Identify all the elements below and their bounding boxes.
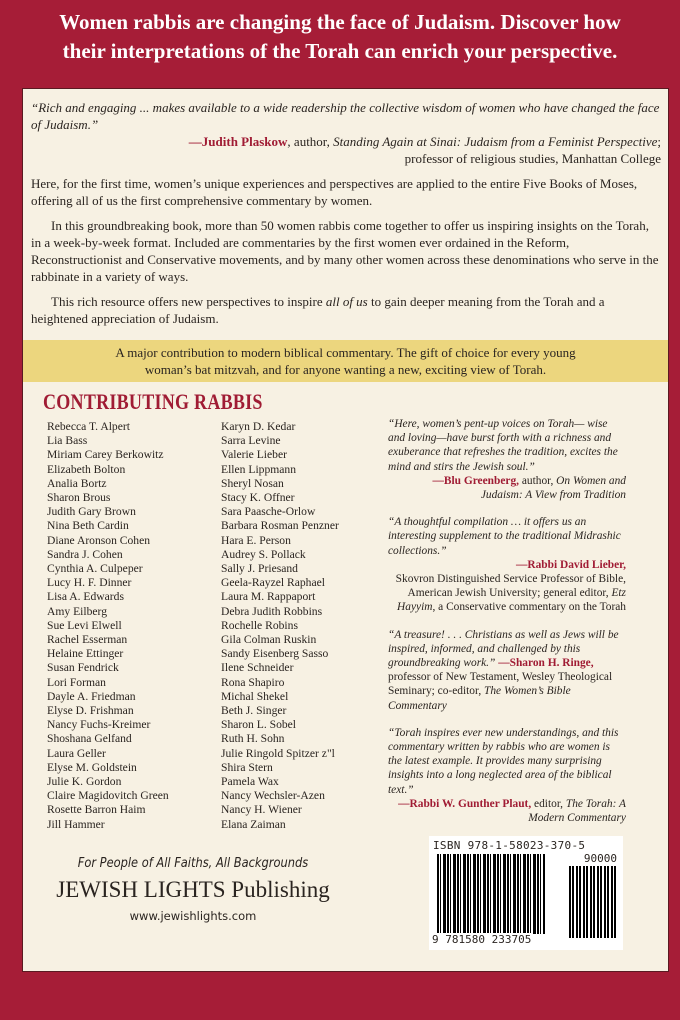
quote-text: “Here, women’s pent-up voices on Torah— wise and loving—have burst forth with a richness and exuberance that refreshes the tradition, excites the mind and stirs the Jewish soul.” bbox=[388, 418, 618, 473]
contributor-name: Nancy Fuchs-Kreimer bbox=[47, 718, 151, 732]
band-line: woman’s bat mitzvah, and for anyone wanting a new, exciting view of Torah. bbox=[144, 362, 547, 377]
endorsement-quote bbox=[388, 417, 626, 502]
quote-text: Etz Hayyim bbox=[397, 587, 626, 614]
price-barcode-bars bbox=[569, 866, 617, 938]
contributor-name: Laura M. Rappaport bbox=[221, 590, 316, 604]
endorsement-quote bbox=[388, 628, 626, 713]
contributor-name: Sarra Levine bbox=[221, 434, 281, 448]
attribution-work: Standing Again at Sinai: Judaism from a Feminist Perspective bbox=[333, 134, 658, 149]
emphasis: all of us bbox=[325, 294, 368, 309]
text: This rich resource offers new perspectives to inspire bbox=[51, 294, 326, 309]
contributor-name: Elizabeth Bolton bbox=[47, 462, 126, 476]
contributor-name: Julie Ringold Spitzer z"l bbox=[221, 746, 335, 760]
contributor-name: Ellen Lippmann bbox=[221, 462, 297, 476]
isbn-text: ISBN 978-1-58023-370-5 bbox=[433, 839, 586, 852]
intro-section bbox=[31, 99, 661, 327]
attribution-line: professor of religious studies, Manhattan College bbox=[404, 151, 661, 166]
text: to gain deeper meaning from the Torah and a heightened appreciation of Judaism. bbox=[31, 294, 605, 326]
contributor-name: Julie K. Gordon bbox=[47, 775, 122, 789]
contributor-name: Elyse M. Goldstein bbox=[47, 760, 137, 774]
contributor-name: Beth J. Singer bbox=[221, 704, 287, 718]
contributor-name: Rochelle Robins bbox=[221, 618, 298, 632]
contributor-name: Judith Gary Brown bbox=[47, 505, 136, 519]
endorser-credit: Skovron Distinguished Service Professor of Bible, American Jewish University; general editor, bbox=[395, 573, 626, 600]
contributor-name: Diane Aronson Cohen bbox=[47, 533, 151, 547]
endorser-name: —Blu Greenberg, bbox=[432, 474, 519, 487]
contributor-name: Michal Shekel bbox=[221, 689, 289, 703]
barcode-bars bbox=[437, 854, 545, 934]
contributor-name: Karyn D. Kedar bbox=[221, 420, 296, 433]
cover-panel bbox=[22, 88, 669, 972]
description-paragraph bbox=[31, 293, 661, 327]
contributor-name: Barbara Rosman Penzner bbox=[221, 519, 339, 533]
tagline: For People of All Faiths, All Backgrounds bbox=[77, 856, 309, 871]
endorser-credit: author, bbox=[518, 474, 557, 487]
contributor-name: Nancy Wechsler-Azen bbox=[221, 789, 325, 803]
contributor-name: Claire Magidovitch Green bbox=[47, 789, 169, 803]
contributor-name: Sharon Brous bbox=[47, 491, 111, 505]
contributor-name: Audrey S. Pollack bbox=[221, 547, 306, 561]
contributor-name: Stacy K. Offner bbox=[221, 491, 295, 505]
contributor-name: Rebecca T. Alpert bbox=[47, 420, 130, 433]
endorser-credit: editor, bbox=[531, 797, 566, 810]
contributor-name: Sheryl Nosan bbox=[221, 476, 284, 490]
publisher-footer bbox=[23, 856, 363, 923]
endorser-credit: , a Conservative commentary on the Torah bbox=[432, 601, 626, 614]
contributor-name: Lia Bass bbox=[47, 434, 88, 448]
ean-digits: 9 781580 233705 bbox=[432, 933, 532, 946]
contributor-name: Laura Geller bbox=[47, 746, 106, 760]
attribution-text: ; bbox=[657, 134, 661, 149]
endorsement-quote bbox=[388, 726, 626, 825]
endorsements bbox=[388, 417, 626, 838]
contributor-name: Valerie Lieber bbox=[221, 448, 287, 462]
contributor-name: Analia Bortz bbox=[47, 476, 107, 490]
contributor-name: Cynthia A. Culpeper bbox=[47, 562, 143, 576]
contributor-name: Jill Hammer bbox=[47, 817, 105, 831]
contributor-name: Susan Fendrick bbox=[47, 661, 119, 675]
contributor-name: Elana Zaiman bbox=[221, 817, 286, 831]
plaskow-quote: “Rich and engaging ... makes available to a wide readership the collective wisdom of women who have changed the face of Judaism.” bbox=[31, 100, 660, 132]
description-paragraph: In this groundbreaking book, more than 50 women rabbis come together to offer us inspiring insights on the Torah, in a week-by-week format. Included are commentaries by the first women ever ordained in the Reform, Reconstructionist and Conservative movements, and by many other women across these denominations who serve in the rabbinate in a variety of ways. bbox=[31, 218, 659, 284]
description-paragraph: Here, for the first time, women’s unique experiences and perspectives are applied to the entire Five Books of Moses, offering all of us the first comprehensive commentary by women. bbox=[31, 176, 638, 208]
contributor-name: Lori Forman bbox=[47, 675, 106, 689]
contributor-name: Amy Eilberg bbox=[47, 604, 108, 618]
endorser-name: —Rabbi W. Gunther Plaut, bbox=[398, 797, 532, 810]
isbn-barcode bbox=[429, 836, 623, 950]
plaskow-attribution bbox=[31, 133, 661, 150]
contributor-name: Nina Beth Cardin bbox=[47, 519, 129, 533]
endorser-credit: professor of New Testament, Wesley Theological Seminary; co-editor, bbox=[388, 671, 613, 698]
contributor-name: Sara Paasche-Orlow bbox=[221, 505, 316, 519]
band-line: A major contribution to modern biblical commentary. The gift of choice for every young bbox=[115, 345, 576, 360]
endorser-name: —Rabbi David Lieber, bbox=[515, 558, 626, 571]
contributor-name: Shoshana Gelfand bbox=[47, 732, 132, 746]
contributor-name: Sally J. Priesand bbox=[221, 562, 298, 576]
publisher-url: www.jewishlights.com bbox=[129, 909, 257, 923]
contributor-name: Geela-Rayzel Raphael bbox=[221, 576, 325, 590]
contributor-name: Debra Judith Robbins bbox=[221, 604, 323, 618]
attribution-text: , author, bbox=[287, 134, 334, 149]
contributor-name: Rosette Barron Haim bbox=[47, 803, 146, 817]
quote-text: “A treasure! . . . Christians as well as Jews will be inspired, informed, and challenged by this groundbreaking work.” bbox=[388, 628, 619, 670]
contributor-name: Lucy H. F. Dinner bbox=[47, 576, 132, 590]
attribution-name: —Judith Plaskow bbox=[188, 134, 288, 149]
endorser-name: —Sharon H. Ringe, bbox=[495, 657, 594, 670]
contributor-name: Elyse D. Frishman bbox=[47, 704, 134, 718]
quote-text: On Women and Judaism: A View from Tradition bbox=[480, 474, 626, 502]
contributor-name: Shira Stern bbox=[221, 760, 273, 774]
contributor-name: Lisa A. Edwards bbox=[47, 590, 124, 604]
contributor-name: Sue Levi Elwell bbox=[47, 618, 122, 632]
contributor-name: Sharon L. Sobel bbox=[221, 718, 297, 732]
contributors-column-2 bbox=[221, 420, 339, 832]
contributor-name: Rachel Esserman bbox=[47, 633, 128, 647]
contributor-name: Gila Colman Ruskin bbox=[221, 633, 317, 647]
contributors-heading: CONTRIBUTING RABBIS bbox=[43, 389, 263, 414]
quote-text: The Torah: A Modern Commentary bbox=[528, 797, 626, 825]
contributor-name: Miriam Carey Berkowitz bbox=[47, 448, 164, 462]
contributor-name: Sandra J. Cohen bbox=[47, 547, 123, 561]
contributor-name: Nancy H. Wiener bbox=[221, 803, 302, 817]
highlight-band bbox=[23, 340, 668, 382]
quote-text: The Women’s Bible Commentary bbox=[388, 685, 571, 712]
headline-line: their interpretations of the Torah can enrich your perspective. bbox=[62, 39, 618, 63]
headline bbox=[0, 8, 680, 66]
price-code: 90000 bbox=[583, 852, 617, 865]
contributor-name: Helaine Ettinger bbox=[47, 647, 124, 661]
contributor-name: Hara E. Person bbox=[221, 533, 291, 547]
quote-text: “Torah inspires ever new understandings, and this commentary written by rabbis who are women is the latest example. It provides many surprising insights into a long neglected area of the biblical text.” bbox=[388, 726, 619, 796]
contributors-column-1 bbox=[47, 420, 169, 832]
publisher-name: JEWISH LIGHTS Publishing bbox=[56, 877, 330, 902]
contributor-name: Dayle A. Friedman bbox=[47, 689, 136, 703]
headline-line: Women rabbis are changing the face of Judaism. Discover how bbox=[59, 10, 621, 34]
contributor-name: Ilene Schneider bbox=[221, 661, 294, 675]
contributor-name: Sandy Eisenberg Sasso bbox=[221, 647, 329, 661]
endorsement-quote bbox=[388, 515, 626, 614]
contributor-name: Pamela Wax bbox=[221, 775, 279, 789]
quote-text: “A thoughtful compilation … it offers us an interesting supplement to the traditional Midrashic collections.” bbox=[388, 516, 621, 557]
contributor-name: Ruth H. Sohn bbox=[221, 732, 285, 746]
contributor-name: Rona Shapiro bbox=[221, 675, 285, 689]
